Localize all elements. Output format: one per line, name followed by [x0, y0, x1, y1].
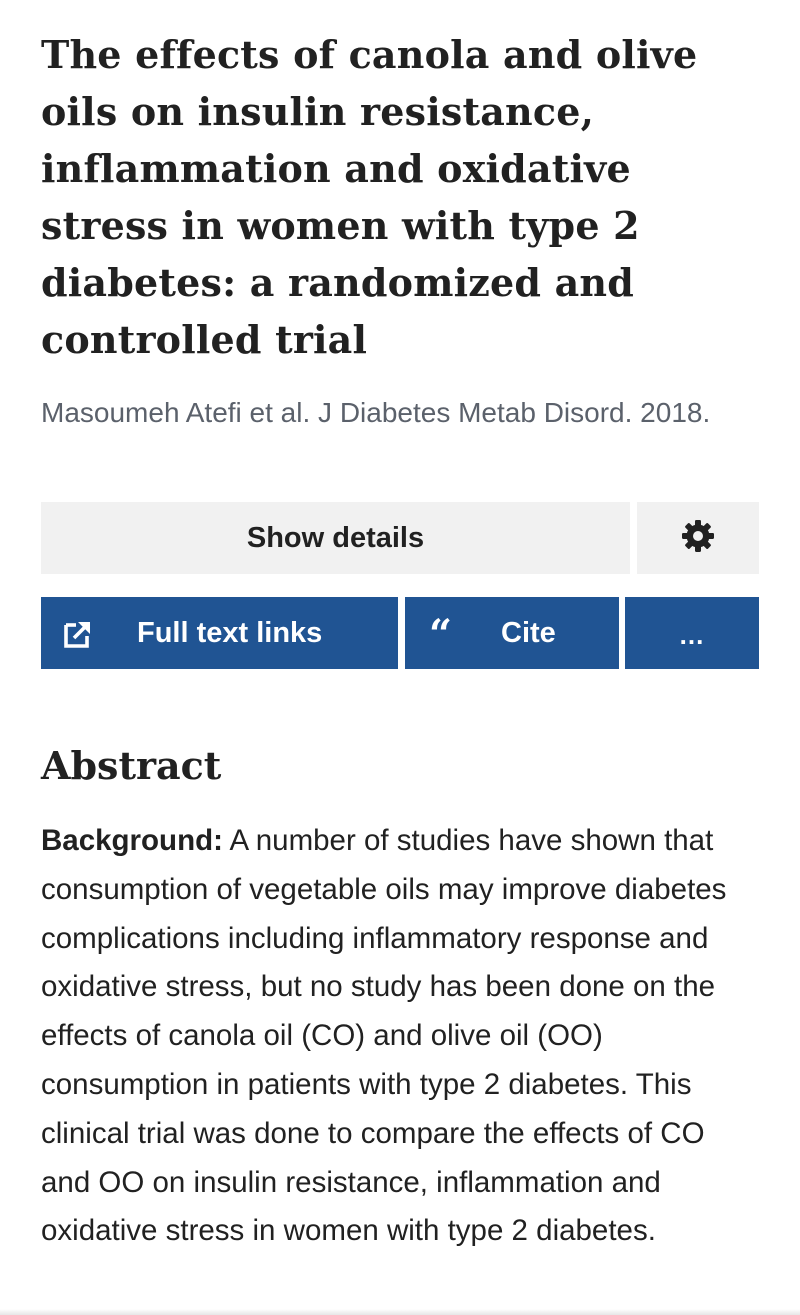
abstract-background-paragraph [41, 817, 759, 1256]
full-text-links-button[interactable] [41, 597, 398, 669]
article-citation: Masoumeh Atefi et al. J Diabetes Metab Disord. 2018. [41, 397, 711, 428]
quote-icon: “ [429, 611, 453, 658]
gear-icon [681, 519, 715, 558]
cite-label: Cite [501, 616, 556, 649]
more-actions-button[interactable] [625, 597, 759, 669]
abstract-background-text: A number of studies have shown that consumption of vegetable oils may improve diabetes complications including inflammatory response and oxidative stress, but no study has been done on the effects of canola oil (CO) and olive oil (OO) consumption in patients with type 2 diabetes. This clinical trial was done to compare the effects of CO and OO on insulin resistance, inflammation and oxidative stress in women with type 2 diabetes. [41, 824, 727, 1248]
bottom-divider [0, 1309, 800, 1315]
details-row [41, 502, 759, 574]
article-page [41, 0, 759, 1248]
abstract-heading: Abstract [41, 743, 222, 788]
abstract-background-label: Background: [41, 824, 223, 857]
show-details-button[interactable] [41, 502, 630, 574]
actions-row [41, 597, 759, 669]
external-link-icon [63, 619, 93, 657]
full-text-links-label: Full text links [137, 616, 323, 649]
article-title: The effects of canola and olive oils on insulin resistance, inflammation and oxidative stress in women with type 2 diabetes: a randomized and controlled trial [41, 32, 698, 362]
settings-button[interactable] [637, 502, 759, 574]
cite-button[interactable] [405, 597, 619, 669]
more-actions-label: ... [679, 619, 705, 650]
show-details-label: Show details [246, 521, 425, 554]
